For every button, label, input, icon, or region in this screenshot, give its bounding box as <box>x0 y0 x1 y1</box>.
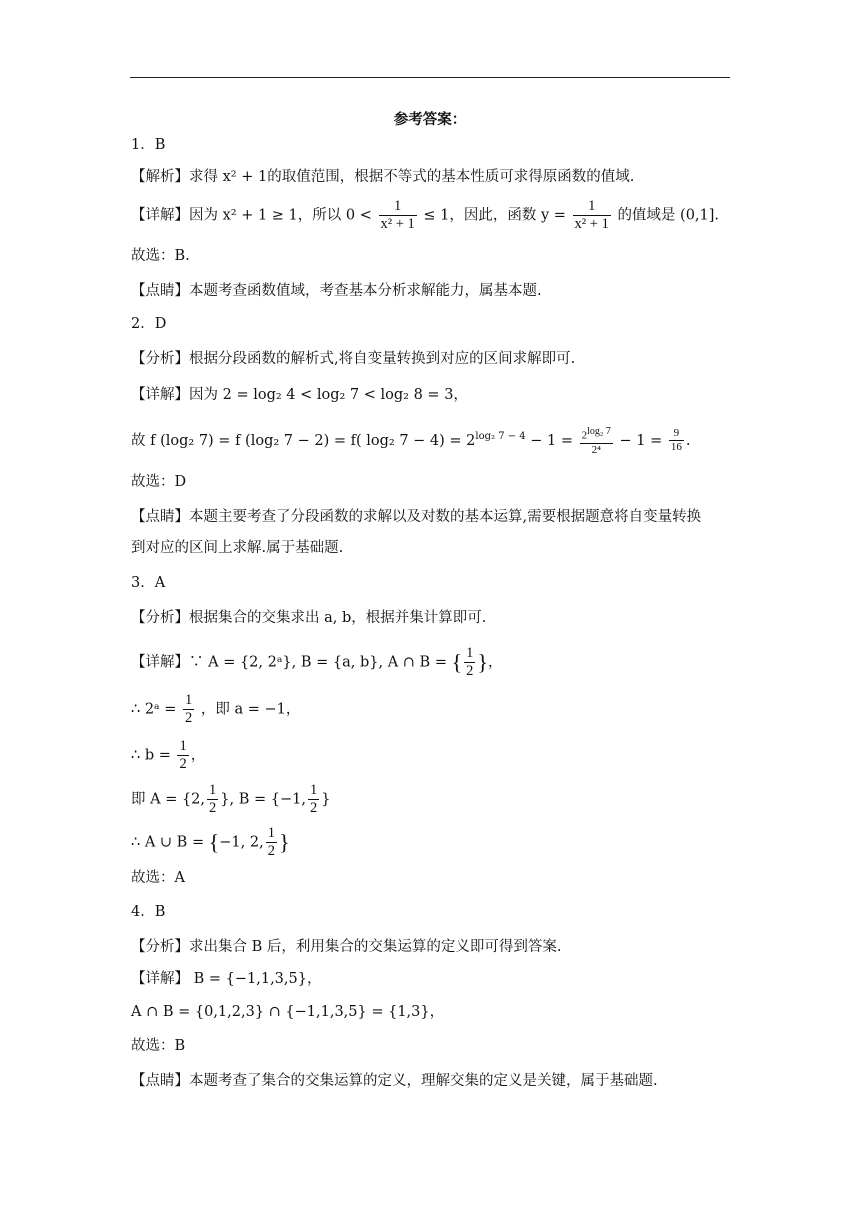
q2-result-den: 16 <box>670 441 682 454</box>
q3-half-5 <box>308 782 319 817</box>
q4-analysis: 【分析】求出集合 B 后，利用集合的交集运算的定义即可得到答案. <box>131 939 562 955</box>
q3-half-3-den: 2 <box>179 756 187 772</box>
q3-step-3-text-b: }, B = {−1, <box>220 791 306 808</box>
q3-half-1 <box>464 645 475 680</box>
header-rule <box>130 77 730 78</box>
q2-choose: 故选：D <box>131 474 187 490</box>
q1-fraction-2-den: x² + 1 <box>574 216 609 232</box>
q2-result-fraction <box>669 427 684 454</box>
q3-step-1 <box>131 692 300 727</box>
q1-comment: 【点睛】本题考查函数值域，考查基本分析求解能力，属基本题. <box>131 283 542 299</box>
q2-analysis: 【分析】根据分段函数的解析式,将自变量转换到对应的区间求解即可. <box>131 351 576 367</box>
q3-half-2-num: 1 <box>185 692 193 708</box>
q2-detail: 【详解】因为 2 = log₂ 4 < log₂ 7 < log₂ 8 = 3， <box>131 387 468 403</box>
q2-calc-text-c: − 1 = <box>619 432 663 449</box>
q3-step-1-text-a: ∴ 2ᵃ = <box>131 701 177 718</box>
q3-half-4-den: 2 <box>209 800 217 816</box>
q1-detail-text-b: ≤ 1，因此，函数 y = <box>423 207 566 224</box>
q3-half-2 <box>183 692 194 727</box>
q2-calc-fraction-base: 2 <box>581 429 588 442</box>
q1-choose: 故选：B. <box>131 248 190 264</box>
q1-fraction-2-num: 1 <box>573 198 611 216</box>
q3-union-set: −1, 2, <box>219 834 264 851</box>
q3-close-brace: } <box>477 649 488 675</box>
q3-half-1-den: 2 <box>466 663 474 679</box>
q3-union-close-brace: } <box>278 829 290 855</box>
q2-calc-fraction <box>580 425 613 457</box>
q3-detail-text: 【详解】∵ A = {2, 2ᵃ}, B = {a, b}, A ∩ B = <box>131 654 447 671</box>
q2-calc-text-b: − 1 = <box>530 432 574 449</box>
q2-calc-fraction-den: 2⁴ <box>591 443 601 456</box>
q1-answer: 1．B <box>131 137 166 153</box>
q3-analysis: 【分析】根据集合的交集求出 a, b，根据并集计算即可. <box>131 610 487 626</box>
q1-fraction-1-num: 1 <box>379 198 417 216</box>
q2-comment-line-2: 到对应的区间上求解.属于基础题. <box>131 540 344 556</box>
q3-half-2-den: 2 <box>185 710 193 726</box>
q3-choose: 故选：A <box>131 870 185 886</box>
q3-step-2-text: ∴ b = <box>131 747 171 764</box>
q3-step-2: ∴ b = $\frac{1}{2}$ ， <box>131 738 206 772</box>
q3-union-open-brace: { <box>208 829 220 855</box>
q3-step-4 <box>131 825 290 860</box>
q2-comment-line-1: 【点睛】本题主要考查了分段函数的求解以及对数的基本运算,需要根据题意将自变量转换 <box>131 509 702 525</box>
q3-answer: 3．A <box>131 575 166 591</box>
q2-calc-text-a: 故 f (log₂ 7) = f (log₂ 7 − 2) = f( log₂ 7 − 4) = 2 <box>131 432 476 449</box>
q1-detail-text-a: 【详解】因为 x² + 1 ≥ 1，所以 0 < <box>131 207 372 224</box>
q2-calculation: 故 f (log₂ 7) = f (log₂ 7 − 2) = f( log₂ $7 - 4) = 2^{log_2 7 - 4} - 1$ = $\frac{2^{log_2 7}}{\text{2⁴}}$ − 1 = $\frac{9}{16}$ . <box>131 426 691 456</box>
q1-detail <box>131 198 719 233</box>
q3-step-3: 即 A = {2, $\frac{1}{2}$ }, B = {−1, $\frac{1}{2}$ } <box>131 782 331 816</box>
q1-fraction-1-den: x² + 1 <box>380 216 415 232</box>
q3-half-3-num: 1 <box>179 738 187 754</box>
q1-analysis: 【解析】求得 x² + 1的取值范围，根据不等式的基本性质可求得原函数的值域. <box>131 169 635 185</box>
q4-answer: 4．B <box>131 904 166 920</box>
q3-half-6 <box>266 825 277 860</box>
q2-calc-fraction-exp: log₂ 7 <box>587 426 611 437</box>
q2-calc-fraction-num <box>580 425 613 444</box>
q3-half-4 <box>207 782 218 817</box>
q2-calc-exponent: log₂ 7 − 4 <box>475 431 526 442</box>
q3-half-5-den: 2 <box>309 800 318 816</box>
q3-half-3 <box>177 738 188 773</box>
q2-result-num: 9 <box>669 427 684 441</box>
q3-half-5-num: 1 <box>309 782 318 798</box>
q4-choose: 故选：B <box>131 1038 186 1054</box>
q4-comment: 【点睛】本题考查了集合的交集运算的定义，理解交集的定义是关键，属于基础题. <box>131 1073 658 1089</box>
page-title: 参考答案： <box>393 111 467 128</box>
q3-detail: 【详解】∵ A = {2, 2ᵃ}, B = {a, b}, A ∩ B = { $\frac{1}{2}$ }， <box>131 645 503 679</box>
q1-fraction-2 <box>573 198 611 233</box>
q1-detail-text-c: 的值域是 (0,1]. <box>617 207 720 224</box>
q3-step-3-text-a: 即 A = {2, <box>131 791 206 808</box>
q3-half-1-num: 1 <box>466 645 474 661</box>
q4-intersection: A ∩ B = {0,1,2,3} ∩ {−1,1,3,5} = {1,3}， <box>131 1004 445 1020</box>
q4-detail: 【详解】 B = {−1,1,3,5}， <box>131 971 322 987</box>
q3-half-6-den: 2 <box>267 843 275 859</box>
q3-open-brace: { <box>451 649 463 675</box>
q3-half-4-num: 1 <box>209 782 217 798</box>
q3-step-1-text-b: ，即 a = −1， <box>200 701 301 718</box>
q3-half-6-num: 1 <box>267 825 275 841</box>
q2-answer: 2．D <box>131 316 167 332</box>
q1-fraction-1 <box>379 198 417 233</box>
q3-step-4-text: ∴ A ∪ B = <box>131 834 205 851</box>
